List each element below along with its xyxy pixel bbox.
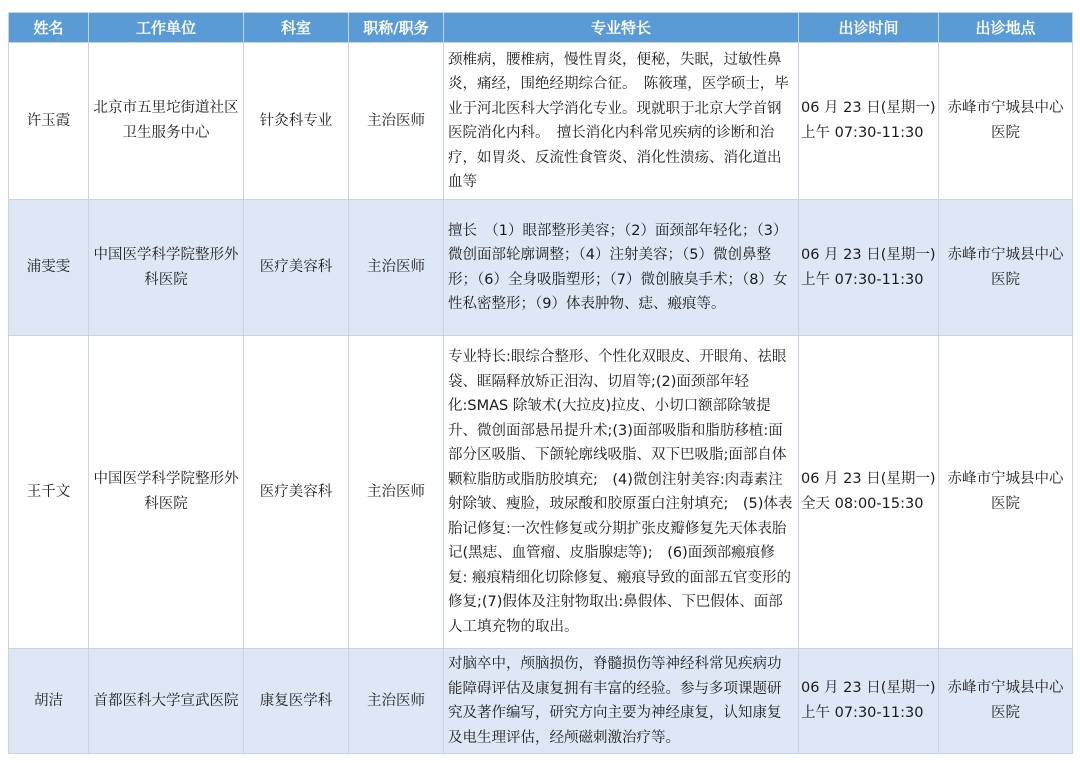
doctor-schedule-table <box>8 12 1073 754</box>
cell-name: 王千文 <box>9 336 89 649</box>
cell-specialty: 专业特长:眼综合整形、个性化双眼皮、开眼角、祛眼袋、眶隔释放矫正泪沟、切眉等;(2)面颈部年轻化:SMAS 除皱术(大拉皮)拉皮、小切口额部除皱提升、微创面部悬吊提升术;(3)面部吸脂和脂肪移植:面部分区吸脂、下颌轮廓线吸脂、双下巴吸脂;面部自体颗粒脂肪或脂肪胶填充; (4)微创注射美容:肉毒素注射除皱、瘦脸，玻尿酸和胶原蛋白注射填充; (5)体表胎记修复:一次性修复或分期扩张皮瓣修复先天体表胎记(黑痣、血管瘤、皮脂腺痣等); (6)面颈部瘢痕修复: 瘢痕精细化切除修复、瘢痕导致的面部五官变形的修复;(7)假体及注射物取出:鼻假体、下巴假体、面部人工填充物的取出。 <box>444 336 799 649</box>
cell-location: 赤峰市宁城县中心医院 <box>939 200 1073 336</box>
table-row <box>9 649 1073 754</box>
table-header-row <box>9 13 1073 43</box>
table-row <box>9 200 1073 336</box>
cell-location: 赤峰市宁城县中心医院 <box>939 336 1073 649</box>
cell-location: 赤峰市宁城县中心医院 <box>939 43 1073 200</box>
time-date: 06 月 23 日(星期一) <box>801 100 936 116</box>
cell-specialty: 擅长 （1）眼部整形美容；（2）面颈部年轻化；（3）微创面部轮廓调整；（4）注射美容；（5）微创鼻整形；（6）全身吸脂塑形；（7）微创腋臭手术；（8）女性私密整形；（9）体表肿物、痣、瘢痕等。 <box>444 200 799 336</box>
time-hours: 上午 07:30-11:30 <box>801 271 924 288</box>
cell-dept: 医疗美容科 <box>244 200 349 336</box>
cell-title: 主治医师 <box>349 336 444 649</box>
time-hours: 上午 07:30-11:30 <box>801 705 924 721</box>
cell-dept: 康复医学科 <box>244 649 349 754</box>
cell-time <box>799 43 939 200</box>
cell-location: 赤峰市宁城县中心医院 <box>939 649 1073 754</box>
time-hours: 上午 07:30-11:30 <box>801 125 924 141</box>
time-date: 06 月 23 日(星期一) <box>801 471 936 487</box>
schedule-table-container <box>8 12 1072 754</box>
time-hours: 全天 08:00-15:30 <box>801 496 924 512</box>
cell-name: 胡洁 <box>9 649 89 754</box>
cell-dept: 针灸科专业 <box>244 43 349 200</box>
cell-name: 许玉霞 <box>9 43 89 200</box>
cell-unit: 中国医学科学院整形外科医院 <box>89 200 244 336</box>
cell-dept: 医疗美容科 <box>244 336 349 649</box>
header-location: 出诊地点 <box>939 13 1073 43</box>
table-row <box>9 336 1073 649</box>
cell-name: 浦雯雯 <box>9 200 89 336</box>
header-time: 出诊时间 <box>799 13 939 43</box>
cell-title: 主治医师 <box>349 43 444 200</box>
time-date: 06 月 23 日(星期一) <box>801 680 936 696</box>
cell-title: 主治医师 <box>349 200 444 336</box>
cell-time <box>799 336 939 649</box>
header-name: 姓名 <box>9 13 89 43</box>
cell-specialty: 对脑卒中，颅脑损伤，脊髓损伤等神经科常见疾病功能障碍评估及康复拥有丰富的经验。参与多项课题研究及著作编写，研究方向主要为神经康复，认知康复及电生理评估，经颅磁刺激治疗等。 <box>444 649 799 754</box>
cell-unit: 中国医学科学院整形外科医院 <box>89 336 244 649</box>
header-specialty: 专业特长 <box>444 13 799 43</box>
cell-unit: 首都医科大学宣武医院 <box>89 649 244 754</box>
header-unit: 工作单位 <box>89 13 244 43</box>
cell-time <box>799 649 939 754</box>
cell-unit: 北京市五里坨街道社区卫生服务中心 <box>89 43 244 200</box>
header-dept: 科室 <box>244 13 349 43</box>
time-date: 06 月 23 日(星期一) <box>801 246 936 263</box>
cell-time <box>799 200 939 336</box>
header-title: 职称/职务 <box>349 13 444 43</box>
cell-title: 主治医师 <box>349 649 444 754</box>
table-row <box>9 43 1073 200</box>
cell-specialty: 颈椎病，腰椎病，慢性胃炎，便秘，失眠，过敏性鼻炎，痛经，围绝经期综合征。 陈筱瑾，医学硕士，毕业于河北医科大学消化专业。现就职于北京大学首钢医院消化内科。 擅长消化内科常见疾病的诊断和治疗，如胃炎、反流性食管炎、消化性溃疡、消化道出血等 <box>444 43 799 200</box>
